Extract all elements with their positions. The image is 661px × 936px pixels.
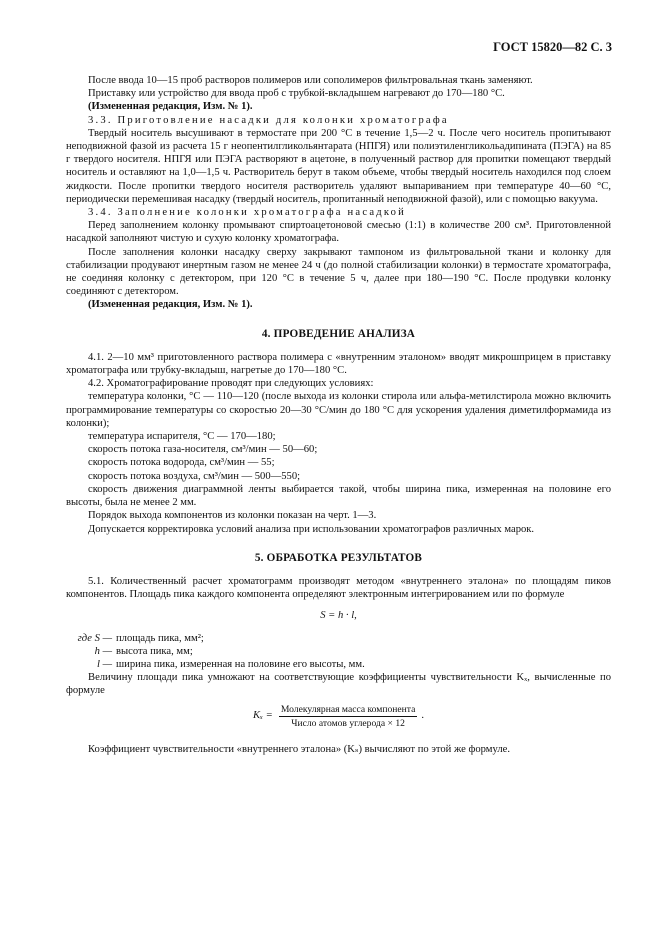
legend-desc: площадь пика, мм²; bbox=[116, 632, 204, 644]
legend-row bbox=[66, 658, 611, 671]
paragraph: Перед заполнением колонку промывают спиртоацетоновой смесью (1:1) в количестве 200 см³. Приготовленной насадкой заполняют чистую и сухую колонку хроматографа. bbox=[66, 220, 611, 245]
formula-lhs: Kₓ = bbox=[252, 710, 273, 722]
formula-coefficient bbox=[66, 704, 611, 729]
formula-legend bbox=[66, 632, 611, 672]
legend-row bbox=[66, 632, 611, 645]
legend-term: где S — bbox=[77, 632, 112, 644]
paragraph: Коэффициент чувствительности «внутреннего эталона» (Kₛ) вычисляют по этой же формуле. bbox=[88, 743, 510, 755]
document-body bbox=[66, 74, 611, 756]
legend-term: h — bbox=[94, 645, 112, 657]
formula-numerator: Молекулярная масса компонента bbox=[280, 703, 416, 715]
page-header: ГОСТ 15820—82 С. 3 bbox=[493, 40, 612, 54]
formula-fraction bbox=[279, 704, 418, 729]
paragraph: После заполнения колонки насадку сверху закрывают тампоном из фильтровальной ткани и колонку для стабилизации продувают инертным газом не менее 24 ч (до полной стабилизации колонки) в термостате хроматографа, не соединяя колонку с детектором, при 120 °С в течение 5 ч, далее при 180—190 °С. После продувки колонку соединяют с детектором. bbox=[66, 246, 611, 298]
formula-end: . bbox=[421, 710, 425, 722]
legend-row bbox=[66, 645, 611, 658]
edit-note: (Измененная редакция, Изм. № 1). bbox=[88, 101, 253, 113]
condition-item: скорость потока водорода, см³/мин — 55; bbox=[88, 457, 275, 469]
condition-item: температура колонки, °С — 110—120 (после выхода из колонки стирола или альфа-метилстирола можно включить программирование температуры со скоростью 20—30 °С/мин до 180 °С для ускорения удаления диметилформамида из колонки); bbox=[66, 391, 611, 429]
condition-item: температура испарителя, °С — 170—180; bbox=[88, 431, 276, 443]
formula-denominator: Число атомов углерода × 12 bbox=[291, 717, 405, 729]
paragraph: Допускается корректировка условий анализа при использовании хроматографов различных марок. bbox=[88, 523, 535, 535]
condition-item: скорость движения диаграммной ленты выбирается такой, чтобы ширина пика, измеренная на половине его высоты, была не менее 2 мм. bbox=[66, 483, 611, 509]
paragraph: Порядок выхода компонентов из колонки показан на черт. 1—3. bbox=[88, 510, 377, 522]
paragraph: Приставку или устройство для ввода проб с трубкой-вкладышем нагревают до 170—180 °С. bbox=[88, 88, 505, 100]
edit-note: (Измененная редакция, Изм. № 1). bbox=[88, 299, 253, 311]
legend-desc: высота пика, мм; bbox=[116, 645, 193, 657]
condition-item: скорость потока газа-носителя, см³/мин — 50—60; bbox=[88, 444, 318, 456]
section-title-3-4: 3.4. Заполнение колонки хроматографа насадкой bbox=[88, 207, 407, 219]
formula-area: S = h · l, bbox=[320, 610, 357, 622]
condition-item: скорость потока воздуха, см³/мин — 500—550; bbox=[88, 470, 301, 482]
heading-section-4: 4. ПРОВЕДЕНИЕ АНАЛИЗА bbox=[261, 327, 416, 340]
heading-section-5: 5. ОБРАБОТКА РЕЗУЛЬТАТОВ bbox=[254, 551, 423, 564]
paragraph: После ввода 10—15 проб растворов полимеров или сополимеров фильтровальная ткань заменяют. bbox=[88, 75, 533, 86]
section-title-3-3: 3.3. Приготовление насадки для колонки хроматографа bbox=[88, 114, 449, 126]
paragraph: Твердый носитель высушивают в термостате при 200 °С в течение 1,5—2 ч. После чего носитель пропитывают неподвижной фазой из расчета 15 г неопентилгликольянтарата (НПГЯ) или полиэтиленгликольадипината (ПЭГА) на 85 г твердого носителя. НПГЯ или ПЭГА растворяют в ацетоне, в полученный раствор для пропитки помещают твердый носитель и оставляют на 1,0—1,5 ч. Растворитель берут в таком объеме, чтобы твердый носитель находился под слоем жидкости. После пропитки твердого носителя растворитель удаляют выпариванием при температуре 40—60 °С, периодически перемешивая насадку (твердый носитель, пропитанный неподвижной фазой), или с помощью вакуума. bbox=[66, 127, 611, 205]
paragraph: Величину площади пика умножают на соответствующие коэффициенты чувствительности Kₓ, вычисленные по формуле bbox=[66, 672, 611, 697]
legend-desc: ширина пика, измеренная на половине его высоты, мм. bbox=[116, 658, 365, 670]
paragraph: 4.2. Хроматографирование проводят при следующих условиях: bbox=[88, 378, 374, 390]
paragraph: 4.1. 2—10 мм³ приготовленного раствора полимера с «внутренним эталоном» вводят микрошприцем в приставку хроматографа или трубку-вкладыш, нагретые до 170—180 °С. bbox=[66, 351, 611, 377]
paragraph: 5.1. Количественный расчет хроматограмм производят методом «внутреннего эталона» по площадям пиков компонентов. Площадь пика каждого компонента определяют электронным интегрированием или по формуле bbox=[66, 575, 611, 601]
legend-term: l — bbox=[96, 658, 112, 670]
